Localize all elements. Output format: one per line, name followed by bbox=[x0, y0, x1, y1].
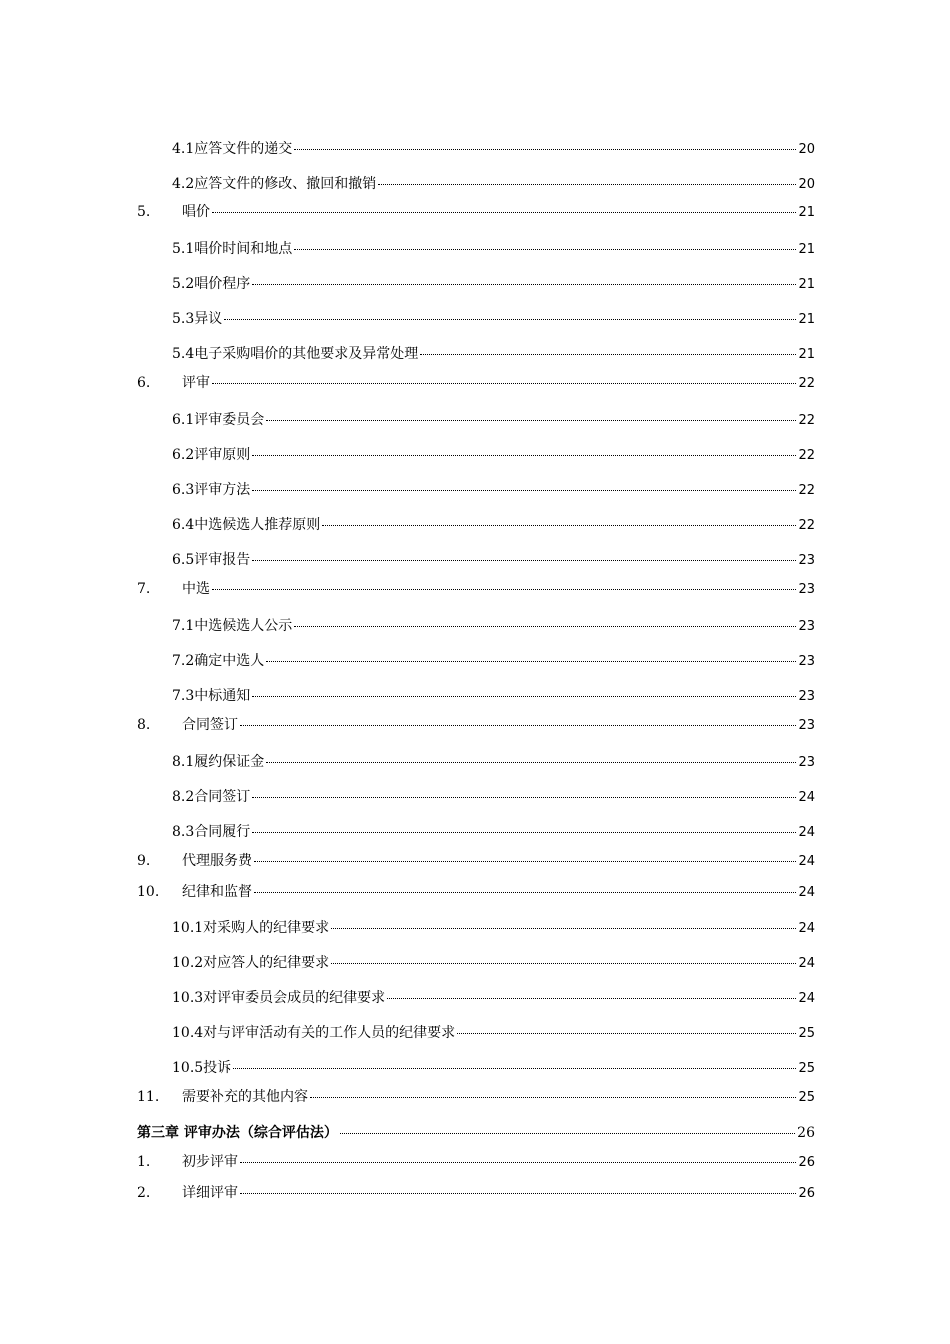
toc-entry-page: 23 bbox=[798, 689, 815, 704]
toc-entry-title: 5.3异议 bbox=[172, 311, 223, 327]
toc-entry-page: 24 bbox=[798, 956, 815, 971]
toc-dot-leader bbox=[310, 1097, 796, 1098]
toc-entry-title: 唱价 bbox=[182, 204, 210, 220]
toc-dot-leader bbox=[457, 1033, 796, 1034]
toc-entry-title: 10.5投诉 bbox=[172, 1060, 232, 1076]
toc-entry-title: 6.4中选候选人推荐原则 bbox=[172, 517, 321, 533]
toc-entry-title: 5.1唱价时间和地点 bbox=[172, 241, 293, 257]
toc-dot-leader bbox=[252, 797, 796, 798]
toc-dot-leader bbox=[212, 589, 796, 590]
toc-entry-page: 22 bbox=[798, 483, 815, 498]
toc-dot-leader bbox=[233, 1068, 796, 1069]
toc-entry-title: 评审 bbox=[182, 375, 210, 391]
toc-dot-leader bbox=[331, 928, 796, 929]
toc-dot-leader bbox=[240, 1162, 796, 1163]
toc-entry-title: 6.1评审委员会 bbox=[172, 412, 265, 428]
toc-dot-leader bbox=[387, 998, 796, 999]
toc-entry-number: 8. bbox=[137, 717, 151, 733]
toc-entry-title: 6.3评审方法 bbox=[172, 482, 251, 498]
toc-entry-page: 21 bbox=[798, 242, 815, 257]
toc-entry-page: 21 bbox=[798, 277, 815, 292]
toc-dot-leader bbox=[420, 354, 796, 355]
toc-dot-leader bbox=[240, 1193, 796, 1194]
toc-dot-leader bbox=[252, 455, 796, 456]
toc-entry[interactable] bbox=[172, 446, 815, 465]
toc-entry-title: 10.4对与评审活动有关的工作人员的纪律要求 bbox=[172, 1025, 456, 1041]
toc-entry[interactable] bbox=[172, 481, 815, 500]
toc-entry-number: 2. bbox=[137, 1185, 151, 1201]
toc-entry[interactable] bbox=[137, 852, 815, 871]
toc-dot-leader bbox=[252, 490, 796, 491]
toc-dot-leader bbox=[224, 319, 796, 320]
toc-dot-leader bbox=[240, 725, 796, 726]
toc-dot-leader bbox=[266, 420, 796, 421]
toc-entry-title: 7.1中选候选人公示 bbox=[172, 618, 293, 634]
toc-dot-leader bbox=[252, 832, 796, 833]
toc-entry-number: 9. bbox=[137, 853, 151, 869]
toc-entry-page: 20 bbox=[798, 177, 815, 192]
toc-entry[interactable] bbox=[137, 716, 815, 735]
toc-entry-page: 21 bbox=[798, 347, 815, 362]
toc-entry[interactable] bbox=[172, 1024, 815, 1043]
toc-entry-title: 第三章 评审办法（综合评估法） bbox=[137, 1125, 338, 1141]
toc-dot-leader bbox=[212, 383, 796, 384]
toc-entry[interactable] bbox=[172, 989, 815, 1008]
toc-entry[interactable] bbox=[172, 411, 815, 430]
toc-entry-title: 中选 bbox=[182, 581, 210, 597]
toc-entry-page: 23 bbox=[798, 654, 815, 669]
toc-dot-leader bbox=[254, 892, 796, 893]
toc-entry-title: 5.2唱价程序 bbox=[172, 276, 251, 292]
toc-entry[interactable] bbox=[137, 1153, 815, 1172]
toc-entry-title: 6.2评审原则 bbox=[172, 447, 251, 463]
toc-entry[interactable] bbox=[172, 240, 815, 259]
toc-entry-number: 1. bbox=[137, 1154, 151, 1170]
toc-dot-leader bbox=[294, 149, 796, 150]
toc-dot-leader bbox=[294, 626, 796, 627]
toc-entry-page: 24 bbox=[798, 825, 815, 840]
toc-entry-title: 4.1应答文件的递交 bbox=[172, 141, 293, 157]
toc-entry[interactable] bbox=[137, 883, 815, 902]
toc-entry-page: 25 bbox=[798, 1061, 815, 1076]
toc-entry-title: 4.2应答文件的修改、撤回和撤销 bbox=[172, 176, 377, 192]
toc-entry-page: 23 bbox=[798, 755, 815, 770]
toc-dot-leader bbox=[322, 525, 796, 526]
toc-entry[interactable] bbox=[137, 1088, 815, 1107]
toc-dot-leader bbox=[340, 1133, 795, 1134]
toc-entry[interactable] bbox=[172, 919, 815, 938]
toc-entry[interactable] bbox=[172, 516, 815, 535]
toc-entry-title: 8.2合同签订 bbox=[172, 789, 251, 805]
toc-entry[interactable] bbox=[172, 345, 815, 364]
toc-entry-title: 6.5评审报告 bbox=[172, 552, 251, 568]
toc-entry-page: 26 bbox=[798, 1155, 815, 1170]
toc-entry[interactable] bbox=[137, 374, 815, 393]
toc-entry-page: 21 bbox=[798, 312, 815, 327]
toc-entry-number: 10. bbox=[137, 884, 160, 900]
toc-entry[interactable] bbox=[172, 687, 815, 706]
toc-entry-page: 21 bbox=[798, 205, 815, 220]
toc-dot-leader bbox=[212, 212, 796, 213]
toc-entry[interactable] bbox=[137, 203, 815, 222]
toc-entry-page: 24 bbox=[798, 885, 815, 900]
toc-entry-page: 23 bbox=[798, 582, 815, 597]
toc-entry-title: 8.1履约保证金 bbox=[172, 754, 265, 770]
toc-dot-leader bbox=[252, 696, 796, 697]
toc-entry-title: 5.4电子采购唱价的其他要求及异常处理 bbox=[172, 346, 419, 362]
toc-entry[interactable] bbox=[172, 954, 815, 973]
toc-entry-page: 24 bbox=[798, 854, 815, 869]
toc-entry-title: 10.3对评审委员会成员的纪律要求 bbox=[172, 990, 386, 1006]
toc-entry-number: 6. bbox=[137, 375, 151, 391]
toc-entry-page: 22 bbox=[798, 518, 815, 533]
toc-entry-page: 26 bbox=[798, 1186, 815, 1201]
toc-entry-page: 22 bbox=[798, 413, 815, 428]
toc-entry-number: 11. bbox=[137, 1089, 160, 1105]
toc-entry-page: 23 bbox=[798, 619, 815, 634]
toc-entry-title: 需要补充的其他内容 bbox=[182, 1089, 308, 1105]
toc-entry-page: 22 bbox=[798, 376, 815, 391]
toc-entry[interactable] bbox=[172, 788, 815, 807]
toc-dot-leader bbox=[378, 184, 796, 185]
toc-entry-page: 25 bbox=[798, 1026, 815, 1041]
toc-entry[interactable] bbox=[172, 140, 815, 159]
toc-entry[interactable] bbox=[137, 580, 815, 599]
toc-entry-title: 10.2对应答人的纪律要求 bbox=[172, 955, 330, 971]
toc-dot-leader bbox=[254, 861, 796, 862]
toc-entry-page: 20 bbox=[798, 142, 815, 157]
toc-entry-title: 详细评审 bbox=[182, 1185, 238, 1201]
toc-entry-page: 25 bbox=[798, 1090, 815, 1105]
toc-entry-page: 22 bbox=[798, 448, 815, 463]
toc-entry-title: 代理服务费 bbox=[182, 853, 252, 869]
toc-entry-title: 纪律和监督 bbox=[182, 884, 252, 900]
toc-dot-leader bbox=[294, 249, 796, 250]
toc-entry-page: 24 bbox=[798, 921, 815, 936]
toc-entry[interactable] bbox=[172, 753, 815, 772]
toc-entry[interactable] bbox=[172, 617, 815, 636]
toc-entry-page: 26 bbox=[797, 1125, 815, 1141]
toc-dot-leader bbox=[331, 963, 796, 964]
toc-entry[interactable] bbox=[172, 275, 815, 294]
toc-entry-page: 24 bbox=[798, 991, 815, 1006]
toc-entry[interactable] bbox=[172, 1059, 815, 1078]
toc-entry-title: 7.3中标通知 bbox=[172, 688, 251, 704]
toc-entry[interactable] bbox=[172, 310, 815, 329]
toc-entry[interactable] bbox=[137, 1184, 815, 1203]
toc-dot-leader bbox=[252, 560, 796, 561]
toc-entry-title: 10.1对采购人的纪律要求 bbox=[172, 920, 330, 936]
toc-entry-title: 合同签订 bbox=[182, 717, 238, 733]
toc-dot-leader bbox=[266, 661, 796, 662]
toc-entry-title: 7.2确定中选人 bbox=[172, 653, 265, 669]
toc-entry-number: 5. bbox=[137, 204, 151, 220]
toc-entry-page: 23 bbox=[798, 718, 815, 733]
toc-chapter-entry[interactable] bbox=[137, 1124, 815, 1142]
toc-entry-number: 7. bbox=[137, 581, 151, 597]
toc-entry[interactable] bbox=[172, 175, 815, 194]
toc-entry[interactable] bbox=[172, 823, 815, 842]
toc-dot-leader bbox=[252, 284, 796, 285]
toc-entry[interactable] bbox=[172, 551, 815, 570]
toc-entry-page: 23 bbox=[798, 553, 815, 568]
toc-entry-page: 24 bbox=[798, 790, 815, 805]
toc-entry-title: 初步评审 bbox=[182, 1154, 238, 1170]
toc-entry[interactable] bbox=[172, 652, 815, 671]
toc-entry-title: 8.3合同履行 bbox=[172, 824, 251, 840]
toc-dot-leader bbox=[266, 762, 796, 763]
